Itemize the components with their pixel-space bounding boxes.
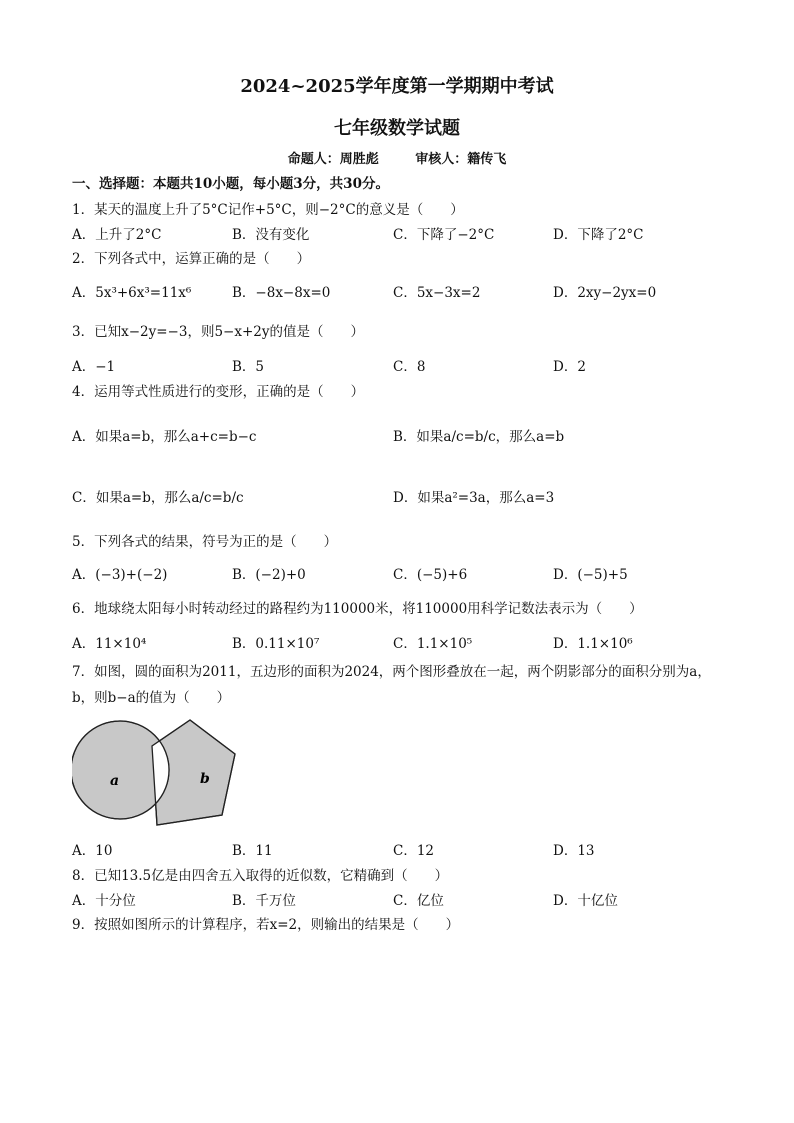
question-stem: 2．下列各式中，运算正确的是（ ） [72,251,311,267]
option-b: B．5 [232,359,265,375]
option-d: D．下降了2°C [553,227,644,243]
option-a: A．11×10⁴ [72,636,147,652]
option-d: D．(−5)+5 [553,567,628,583]
option-a: A．上升了2°C [72,227,162,243]
option-c: C．12 [393,843,435,859]
option-b: B．没有变化 [232,227,310,243]
option-d: D．2 [553,359,586,375]
question-stem: 1．某天的温度上升了5°C记作+5°C，则−2°C的意义是（ ） [72,202,464,218]
option-a: A．(−3)+(−2) [72,567,168,583]
option-b: B．(−2)+0 [232,567,306,583]
question-stem: 6．地球绕太阳每小时转动经过的路程约为110000米，将110000用科学记数法表示为（ ） [72,601,643,617]
option-a: A．十分位 [72,893,136,909]
question-stem: 7．如图，圆的面积为2011，五边形的面积为2024，两个图形叠放在一起，两个阴影部分的面积分别为a，b，则b−a的值为（ ） [72,664,711,706]
reviewer-name: 审核人：籍传飞 [415,152,507,167]
option-c: C．5x−3x=2 [393,285,481,301]
question-stem: 8．已知13.5亿是由四舍五入取得的近似数，它精确到（ ） [72,868,449,884]
option-c: C．1.1×10⁵ [393,636,473,652]
question-stem: 5．下列各式的结果，符号为正的是（ ） [72,534,338,550]
option-b: B．11 [232,843,273,859]
option-d: D．2xy−2yx=0 [553,285,657,301]
option-c: C．下降了−2°C [393,227,495,243]
option-d: D．十亿位 [553,893,618,909]
option-c: C．8 [393,359,426,375]
option-d: D．1.1×10⁶ [553,636,633,652]
option-a: A．10 [72,843,113,859]
option-b: B．如果a/c=b/c，那么a=b [393,429,565,445]
exam-title: 2024~2025学年度第一学期期中考试 [240,76,554,97]
question-stem: 9．按照如图所示的计算程序，若x=2，则输出的结果是（ ） [72,917,460,933]
option-b: B．0.11×10⁷ [232,636,320,652]
exam-subtitle: 七年级数学试题 [334,118,460,139]
label-a: a [110,773,120,789]
question-stem: 3．已知x−2y=−3，则5−x+2y的值是（ ） [72,324,364,340]
option-c: C．(−5)+6 [393,567,468,583]
option-c: C．亿位 [393,893,444,909]
circle-pentagon-figure [72,714,242,829]
option-d: D．如果a²=3a，那么a=3 [393,490,555,506]
option-a: A．如果a=b，那么a+c=b−c [72,429,257,445]
label-b: b [200,771,210,787]
option-d: D．13 [553,843,595,859]
option-b: B．千万位 [232,893,296,909]
option-c: C．如果a=b，那么a/c=b/c [72,490,244,506]
question-stem: 4．运用等式性质进行的变形，正确的是（ ） [72,384,365,400]
authors-line [0,148,794,167]
option-a: A．5x³+6x³=11x⁶ [72,285,192,301]
option-b: B．−8x−8x=0 [232,285,331,301]
author-name: 命题人：周胜彪 [287,152,379,167]
section-heading: 一、选择题：本题共10小题，每小题3分，共30分。 [72,176,389,192]
option-a: A．−1 [72,359,116,375]
